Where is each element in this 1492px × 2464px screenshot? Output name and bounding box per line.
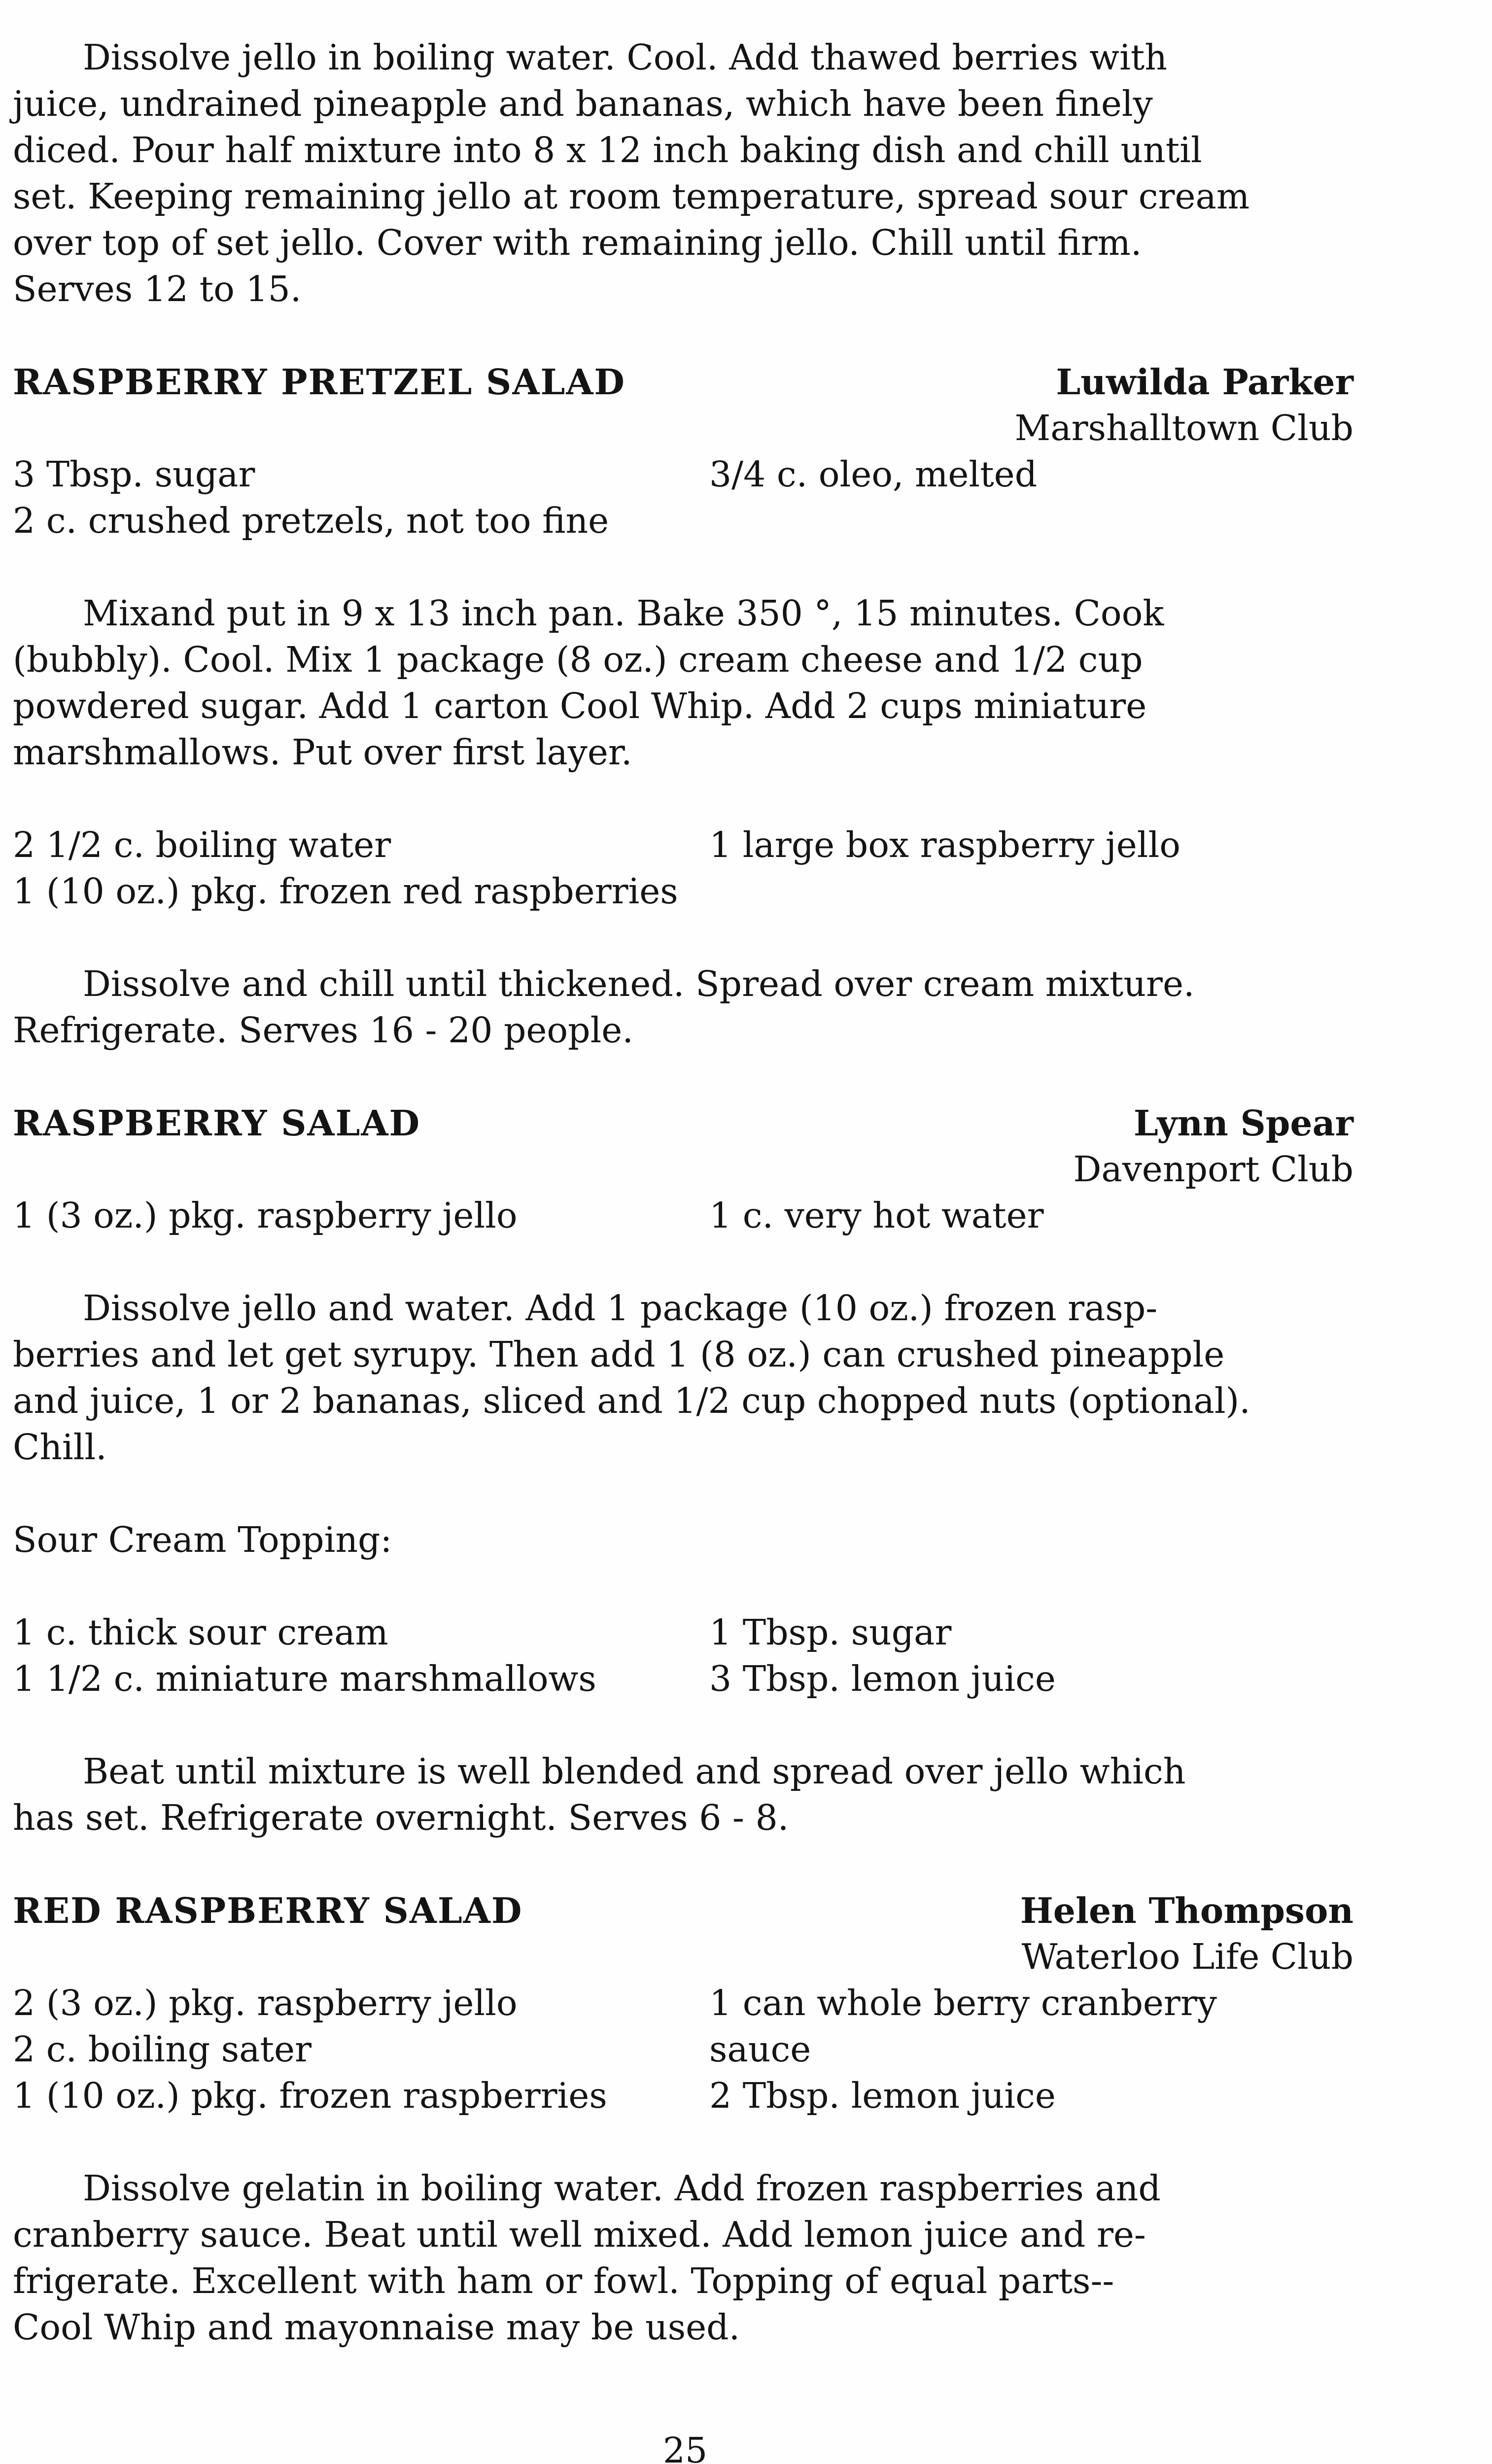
text-line: cranberry sauce. Beat until well mixed. Add lemon juice and re- — [13, 2214, 1146, 2255]
ingredient: 1 large box raspberry jello — [709, 824, 1180, 865]
ingredient-row — [13, 2026, 1353, 2073]
recipe-club-row — [13, 1934, 1353, 1980]
ingredient: 2 1/2 c. boiling water — [13, 824, 391, 865]
ingredient: 1 (3 oz.) pkg. raspberry jello — [13, 1195, 518, 1236]
intro-paragraph — [13, 34, 1353, 312]
text-line: Serves 12 to 15. — [13, 269, 302, 309]
recipe-title: RASPBERRY SALAD — [13, 1102, 421, 1144]
text-line: diced. Pour half mixture into 8 x 12 inch baking dish and chill until — [13, 130, 1202, 171]
ingredient-row — [13, 451, 1353, 498]
ingredient: 1 Tbsp. sugar — [709, 1612, 952, 1653]
text-line: Refrigerate. Serves 16 - 20 people. — [13, 1010, 633, 1051]
recipe-club-row — [13, 405, 1353, 451]
ingredient: 1 1/2 c. miniature marshmallows — [13, 1658, 596, 1699]
ingredient-row — [13, 1980, 1353, 2026]
topping-label: Sour Cream Topping: — [13, 1519, 392, 1560]
ingredient-row — [13, 1656, 1353, 1702]
recipe-title: RASPBERRY PRETZEL SALAD — [13, 361, 625, 403]
text-line: set. Keeping remaining jello at room temperature, spread sour cream — [13, 176, 1250, 217]
ingredient-row — [13, 498, 1353, 544]
ingredient: 1 (10 oz.) pkg. frozen red raspberries — [13, 871, 678, 912]
recipe-raspberry-salad — [13, 1100, 1353, 1841]
ingredient: 1 can whole berry cranberry — [709, 1983, 1217, 2023]
ingredient: 3 Tbsp. lemon juice — [709, 1658, 1056, 1699]
ingredient: 2 Tbsp. lemon juice — [709, 2075, 1056, 2116]
recipe-title: RED RASPBERRY SALAD — [13, 1890, 523, 1931]
recipe-club: Marshalltown Club — [1014, 408, 1353, 448]
text-line: Dissolve and chill until thickened. Spread over cream mixture. — [83, 963, 1195, 1004]
text-line: (bubbly). Cool. Mix 1 package (8 oz.) cream cheese and 1/2 cup — [13, 639, 1143, 680]
ingredient: 3/4 c. oleo, melted — [709, 454, 1038, 495]
ingredient: 2 c. boiling sater — [13, 2029, 312, 2070]
ingredient-row — [13, 822, 1353, 868]
ingredient-row — [13, 1193, 1353, 1239]
recipe-author: Luwilda Parker — [1056, 361, 1353, 403]
recipe-author: Lynn Spear — [1133, 1102, 1353, 1144]
text-line: berries and let get syrupy. Then add 1 (8 oz.) can crushed pineapple — [13, 1334, 1225, 1375]
text-line: powdered sugar. Add 1 carton Cool Whip. Add 2 cups miniature — [13, 685, 1147, 726]
text-line: has set. Refrigerate overnight. Serves 6 - 8. — [13, 1797, 789, 1838]
page-content — [13, 34, 1353, 2351]
recipe-author: Helen Thompson — [1020, 1890, 1353, 1931]
recipe-heading — [13, 1100, 1353, 1146]
text-line: Dissolve gelatin in boiling water. Add frozen raspberries and — [83, 2168, 1161, 2209]
ingredient: 3 Tbsp. sugar — [13, 454, 255, 495]
text-line: Chill. — [13, 1427, 107, 1468]
text-line: Beat until mixture is well blended and spread over jello which — [83, 1751, 1186, 1792]
ingredient: 2 c. crushed pretzels, not too fine — [13, 500, 609, 541]
recipe-red-raspberry-salad — [13, 1887, 1353, 2351]
recipe-club-row — [13, 1146, 1353, 1193]
ingredient: sauce — [709, 2029, 811, 2070]
recipe-raspberry-pretzel-salad — [13, 359, 1353, 1054]
text-line: frigerate. Excellent with ham or fowl. Topping of equal parts-- — [13, 2260, 1114, 2301]
recipe-heading — [13, 1887, 1353, 1934]
recipe-club: Waterloo Life Club — [1021, 1936, 1353, 1977]
ingredient-row — [13, 868, 1353, 915]
text-line: Cool Whip and mayonnaise may be used. — [13, 2307, 740, 2348]
text-line: Dissolve jello and water. Add 1 package (10 oz.) frozen rasp- — [83, 1288, 1158, 1329]
text-line: Dissolve jello in boiling water. Cool. Add thawed berries with — [83, 37, 1168, 78]
text-line: over top of set jello. Cover with remaining jello. Chill until firm. — [13, 222, 1142, 263]
ingredient: 1 c. very hot water — [709, 1195, 1044, 1236]
ingredient: 2 (3 oz.) pkg. raspberry jello — [13, 1983, 518, 2023]
text-line: and juice, 1 or 2 bananas, sliced and 1/2 cup chopped nuts (optional). — [13, 1380, 1250, 1421]
text-line: marshmallows. Put over first layer. — [13, 732, 632, 773]
text-line: juice, undrained pineapple and bananas, which have been finely — [13, 83, 1153, 124]
page-number: 25 — [662, 2430, 708, 2464]
ingredient: 1 (10 oz.) pkg. frozen raspberries — [13, 2075, 607, 2116]
ingredient-row — [13, 2073, 1353, 2119]
recipe-club: Davenport Club — [1073, 1149, 1353, 1190]
recipe-heading — [13, 359, 1353, 405]
text-line: Mixand put in 9 x 13 inch pan. Bake 350 °, 15 minutes. Cook — [83, 593, 1164, 634]
ingredient: 1 c. thick sour cream — [13, 1612, 388, 1653]
ingredient-row — [13, 1609, 1353, 1656]
